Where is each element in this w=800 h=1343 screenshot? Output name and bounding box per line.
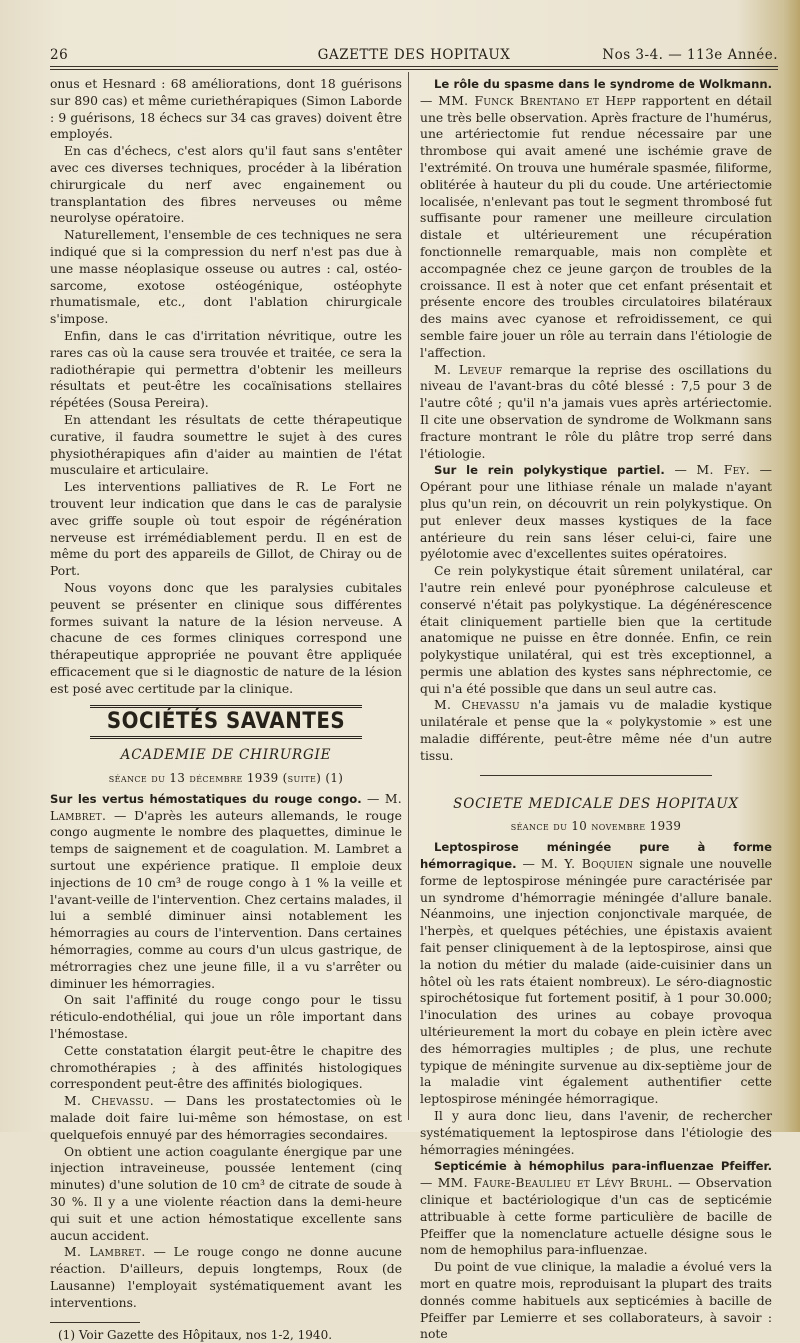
author-name: M. Fey. [696,463,750,478]
author-name: M. Chevassu. [64,1094,154,1109]
article-text: rapportent en détail une très belle observation. Après fracture de l'humérus, une artériectomie fut rendue nécessaire par une thrombose qui avait amené une ischémie grave de l'extrémité. On trouva une humérale spasmée, filiforme, oblitérée à hauteur du pli du coude. Une artériectomie localisée, n'enlevant pas tout le segment thrombosé fut suffisante pour ramener une meilleure circulation distale et ultérieurement une récupération fonctionnelle remarquable, mais non complète et accompagnée chez ce jeune garçon de troubles de la croissance. Il est à noter que cet enfant présentait et présente encore des troubles circulatoires bilatéraux des mains avec cyanose et refroidissement, ce qui semble faire jouer un rôle au terrain dans l'étiologie de l'affection. [420,93,772,360]
spacer [420,776,772,790]
left-column [50,76,402,1343]
paragraph: Enfin, dans le cas d'irritation névritique, outre les rares cas où la cause sera trouvée et traitée, ce sera la radiothérapie qui permettra d'obtenir les meilleurs résultats et peut-être les cocaïnisations stellaires répétées (Sousa Pereira). [50,328,402,411]
author-name: M. Y. Boquien [540,857,634,872]
article-title: Le rôle du spasme dans le syndrome de Wolkmann. [434,77,772,91]
author-names: MM. Funck Brentano et Hepp [438,93,637,108]
article-paragraph: Sur les vertus hémostatiques du rouge congo. — M. Lambret. — D'après les auteurs allemands, le rouge congo augmente le nombre des plaquettes, diminue le temps de saignement et de coagulation. M. Lambret a surtout une expérience pratique. Il emploie deux injections de 10 cm³ de rouge congo à 1 % la veille et l'avant-veille de l'intervention. Chez certains malades, il lui a semblé diminuer ainsi notablement les hémorragies au cours de l'intervention. Dans certaines hémorragies, comme au cours d'un ulcus gastrique, de métrorragies chez une jeune fille, il a vu s'arrêter ou diminuer les hémorragies. [50,791,402,991]
section-title: SOCIÉTÉS SAVANTES [90,705,362,739]
article-text: — Opérant pour une lithiase rénale un malade n'ayant plus qu'un rein, on découvrit un rein polykystique. On put enlever deux masses kystiques de la face antérieure du rein sans léser celui-ci, faire une pyélotomie avec d'excellentes suites opératoires. [420,463,772,562]
article-paragraph: Sur le rein polykystique partiel. — M. Fey. — Opérant pour une lithiase rénale un malade n'ayant plus qu'un rein, on découvrit un rein polykystique. On put enlever deux masses kystiques de la face antérieure du rein sans léser celui-ci, faire une pyélotomie avec d'excellentes suites opératoires. [420,463,772,562]
session-date: séance du 10 novembre 1939 [510,819,682,834]
article-text: signale une nouvelle forme de leptospirose méningée pure caractérisée par un syndrome d'hémorragie méningée d'allure banale. Néanmoins, une injection conjonctivale marquée, de l'herpès, et quelques pétéchies, une épistaxis avaient fait penser cliniquement à de la leptospirose, ainsi que la notion du métier du malade (aide-cuisinier dans un hôtel où les rats étaient nombreux). Le séro-diagnostic spirochétosique fut fortement positif, à 1 pour 30.000; l'inoculation des urines au cobaye provoqua ultérieurement la mort du cobaye en plein ictère avec des hémorragies multiples ; de plus, une rechute typique de méningite survenue au dix-septième jour de la maladie vint également authentifier cette leptospirose méningée hémorragique. [420,857,772,1107]
paragraph: On obtient une action coagulante énergique par une injection intraveineuse, poussée lentement (cinq minutes) d'une solution de 10 cm³ de citrate de soude à 30 %. Il y a une violente réaction dans la demi-heure qui suit et une action hémostatique excellente sans aucun accident. [50,1144,402,1243]
paragraph: En attendant les résultats de cette thérapeutique curative, il faudra soumettre le sujet à des cures physiothérapiques afin d'aider au maintien de l'état musculaire et articulaire. [50,412,402,478]
article-paragraph [50,1244,402,1311]
article-paragraph [420,697,772,764]
paragraph: Les interventions palliatives de R. Le Fort ne trouvent leur indication que dans le cas de paralysie avec griffe souple où tout espoir de régénération nerveuse est irrémédiablement perdu. Il en est de même du port des appareils de Gillot, de Chiray ou de Port. [50,480,402,579]
article-title: Sur les vertus hémostatiques du rouge congo. [50,791,362,806]
header-rule-second [50,69,778,70]
article-text: remarque la reprise des oscillations du niveau de l'avant-bras du côté blessé : 7,5 pour 3 de l'autre côté ; qu'il n'a jamais vues après artériectomie. Il cite une observation de syndrome de Wolkmann sans fracture montrant le rôle du plâtre trop serré dans l'étiologie. [420,362,772,461]
footnote-rule [50,1322,140,1323]
article-paragraph [50,1093,402,1143]
article-text: — Le rouge congo ne donne aucune réaction. D'ailleurs, depuis longtemps, Roux (de Lausanne) l'employait systématiquement avant les interventions. [50,1245,402,1310]
author-name: M. Lambret. [50,791,402,823]
article-title: Sur le rein polykystique partiel. [434,463,665,478]
journal-title: GAZETTE DES HOPITAUX [317,47,511,63]
article-text: — Observation clinique et bactériologique d'un cas de septicémie attribuable à cette forme particulière de bacille de Pfeiffer que la nomenclature actuelle désigne sous le nom de hemophilus para-influenzae. [420,1176,772,1258]
paragraph: onus et Hesnard : 68 améliorations, dont 18 guérisons sur 890 cas) et même curiethérapiques (Simon Laborde : 9 guérisons, 18 échecs sur 34 cas graves) doivent être employés. [50,77,402,142]
author-names: MM. Faure-Beaulieu et Lévy Bruhl. [437,1176,673,1191]
society-heading: SOCIETE MEDICALE DES HOPITAUX [453,795,739,812]
page-number: 26 [50,47,69,63]
paragraph: Du point de vue clinique, la maladie a évolué vers la mort en quatre mois, reproduisant la plupart des traits donnés comme habituels aux septicémies à bacille de Pfeiffer par Lemierre et ses collaborateurs, à savoir : note [420,1260,772,1342]
page-header [50,44,778,64]
author-name: M. Chevassu [434,698,520,713]
article-text: — Dans les prostatectomies où le malade doit faire lui-même son hémostase, on est quelquefois ennuyé par des hémorragies secondaires. [50,1094,402,1142]
author-name: M. Lambret. [64,1245,146,1260]
paragraph: Il y aura donc lieu, dans l'avenir, de rechercher systématiquement la leptospirose dans l'étiologie des hémorragies méningées. [420,1109,772,1157]
article-title: Septicémie à hémophilus para-influenzae Pfeiffer. [434,1159,772,1174]
article-paragraph: Leptospirose méningée pure à forme hémorragique. — M. Y. Boquien signale une nouvelle forme de leptospirose méningée pure caractérisée par un syndrome d'hémorragie méningée d'allure banale. Néanmoins, une injection conjonctivale marquée, de l'herpès, et quelques pétéchies, une épistaxis avaient fait penser cliniquement à de la leptospirose, ainsi que la notion du métier du malade (aide-cuisinier dans un hôtel où les rats étaient nombreux). Le séro-diagnostic spirochétosique fut fortement positif, à 1 pour 30.000; l'inoculation des urines au cobaye provoqua ultérieurement la mort du cobaye en plein ictère avec des hémorragies multiples ; de plus, une rechute typique de méningite survenue au dix-septième jour de la maladie vint également authentifier cette leptospirose méningée hémorragique. [420,840,772,1107]
column-divider [408,72,409,1120]
footnote: (1) Voir Gazette des Hôpitaux, nos 1-2, 1940. [58,1327,333,1342]
right-column [420,76,772,1343]
issue-info: Nos 3-4. — 113e Année. [602,47,778,63]
paragraph: Nous voyons donc que les paralysies cubitales peuvent se présenter en clinique sous différentes formes suivant la nature de la lésion nerveuse. A chacune de ces formes cliniques correspond une thérapeutique appropriée ne pouvant être appliquée efficacement que si le diagnostic de nature de la lésion est posé avec certitude par la clinique. [50,580,402,696]
header-rule [50,66,778,67]
article-text: — D'après les auteurs allemands, le rouge congo augmente le nombre des plaquettes, diminue le temps de saignement et de coagulation. M. Lambret a surtout une expérience pratique. Il emploie deux injections de 10 cm³ de rouge congo à 1 % la veille et l'avant-veille de l'intervention. Chez certains malades, il lui a semblé diminuer ainsi notablement les hémorragies au cours de l'intervention. Dans certaines hémorragies, comme au cours d'un ulcus gastrique, de métrorragies chez une jeune fille, il a vu s'arrêter ou diminuer les hémorragies. [50,808,402,991]
paragraph: On sait l'affinité du rouge congo pour le tissu réticulo-endothélial, qui joue un rôle important dans l'hémostase. [50,993,402,1042]
article-paragraph: Le rôle du spasme dans le syndrome de Wolkmann. — MM. Funck Brentano et Hepp rapportent en détail une très belle observation. Après fracture de l'humérus, une artériectomie fut rendue nécessaire par une thrombose qui avait amené une ischémie grave de l'extrémité. On trouva une humérale spasmée, filiforme, oblitérée à hauteur du pli du coude. Une artériectomie localisée, n'enlevant pas tout le segment thrombosé fut suffisante pour ramener une meilleure circulation distale et ultérieurement une récupération fonctionnelle remarquable, mais non complète et accompagnée chez ce jeune garçon de troubles de la croissance. Il est à noter que cet enfant présentait et présente encore des troubles circulatoires bilatéraux des mains avec cyanose et refroidissement, ce qui semble faire jouer un rôle au terrain dans l'étiologie de l'affection. [420,77,772,360]
author-name: M. Leveuf [434,362,503,377]
society-heading: ACADEMIE DE CHIRURGIE [120,747,332,764]
article-title: Leptospirose méningée pure à forme hémorragique. [420,840,772,872]
session-date: séance du 13 décembre 1939 (suite) (1) [108,771,344,786]
paragraph: Ce rein polykystique était sûrement unilatéral, car l'autre rein enlevé pour pyonéphrose calculeuse et conservé n'était pas polykystique. La dégénérescence était cliniquement partielle bien que la certitude anatomique ne puisse en être donnée. Enfin, ce rein polykystique unilatéral, qui est très exceptionnel, a permis une ablation des kystes sans néphrectomie, ce qui n'a été possible que dans un seul autre cas. [420,564,772,696]
article-paragraph [420,362,772,463]
article-text: n'a jamais vu de maladie kystique unilatérale et pense que la « polykystomie » est une maladie différente, peut-être même née d'un autre tissu. [420,698,772,763]
paragraph: Cette constatation élargit peut-être le chapitre des chromothérapies ; à des affinités histologiques correspondent peut-être des affinités biologiques. [50,1043,402,1092]
article-paragraph: Septicémie à hémophilus para-influenzae Pfeiffer. — MM. Faure-Beaulieu et Lévy Bruhl. — Observation clinique et bactériologique d'un cas de septicémie attribuable à cette forme particulière de bacille de Pfeiffer que la nomenclature actuelle désigne sous le nom de hemophilus para-influenzae. [420,1159,772,1258]
paragraph: Naturellement, l'ensemble de ces techniques ne sera indiqué que si la compression du nerf n'est pas due à une masse néoplasique osseuse ou autres : cal, ostéo-sarcome, exotose ostéogénique, ostéophyte rhumatismale, etc., dont l'ablation chirurgicale s'impose. [50,228,402,327]
paragraph: En cas d'échecs, c'est alors qu'il faut sans s'entêter avec ces diverses techniques, procéder à la libération chirurgicale du nerf avec engainement ou transplantation des fibres nerveuses ou même neurolyse opératoire. [50,144,402,226]
